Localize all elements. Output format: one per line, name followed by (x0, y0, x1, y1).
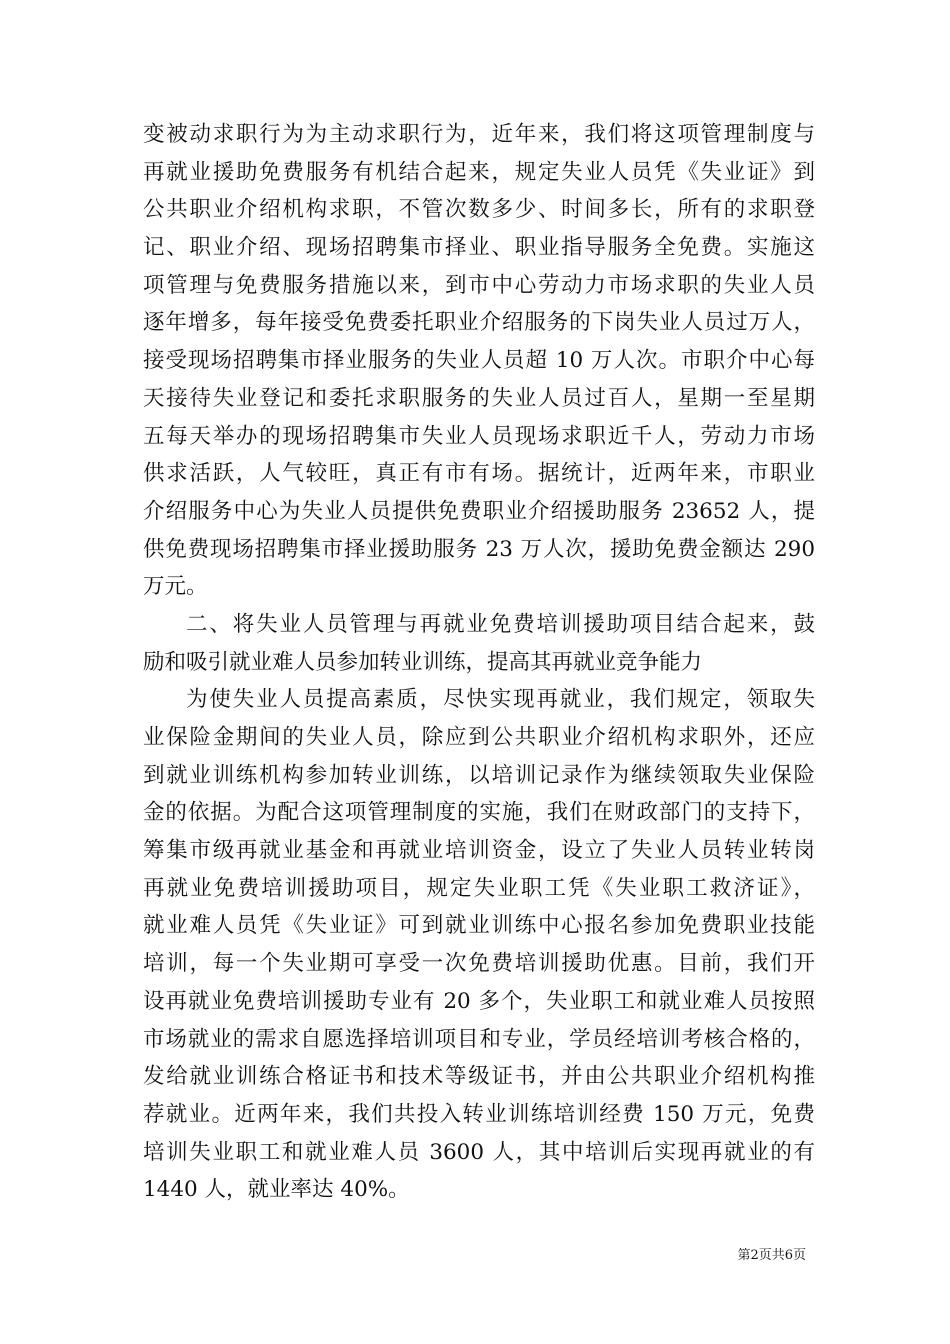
text-line: 金的依据。为配合这项管理制度的实施，我们在财政部门的支持下， (143, 800, 815, 826)
section-heading-line: 二、将失业人员管理与再就业免费培训援助项目结合起来，鼓 (186, 611, 815, 637)
text-line: 培训失业职工和就业难人员 3600 人，其中培训后实现再就业的有 (143, 1139, 815, 1165)
text-line: 再就业免费培训援助项目，规定失业职工凭《失业职工救济证》， (143, 875, 815, 901)
text-line: 发给就业训练合格证书和技术等级证书，并由公共职业介绍机构推 (143, 1064, 815, 1090)
text-line: 介绍服务中心为失业人员提供免费职业介绍援助服务 23652 人，提 (143, 498, 815, 524)
text-line: 荐就业。近两年来，我们共投入转业训练培训经费 150 万元，免费 (143, 1101, 815, 1127)
text-line: 五每天举办的现场招聘集市失业人员现场求职近千人，劳动力市场 (143, 423, 815, 449)
text-line: 逐年增多，每年接受免费委托职业介绍服务的下岗失业人员过万人， (143, 310, 815, 336)
text-line: 设再就业免费培训援助专业有 20 多个，失业职工和就业难人员按照 (143, 988, 815, 1014)
text-line: 项管理与免费服务措施以来，到市中心劳动力市场求职的失业人员 (143, 272, 815, 298)
text-line: 记、职业介绍、现场招聘集市择业、职业指导服务全免费。实施这 (143, 235, 815, 261)
text-line: 筹集市级再就业基金和再就业培训资金，设立了失业人员转业转岗 (143, 838, 815, 864)
text-line: 1440 人，就业率达 40%。 (143, 1177, 410, 1203)
text-line: 变被动求职行为为主动求职行为，近年来，我们将这项管理制度与 (143, 122, 815, 147)
text-line: 为使失业人员提高素质，尽快实现再就业，我们规定，领取失 (186, 687, 815, 713)
text-line: 供免费现场招聘集市择业援助服务 23 万人次，援助免费金额达 290 (143, 536, 815, 562)
page-number: 第2页共6页 (737, 1248, 806, 1263)
section-heading-line: 励和吸引就业难人员参加转业训练，提高其再就业竞争能力 (143, 649, 703, 675)
text-line: 到就业训练机构参加转业训练，以培训记录作为继续领取失业保险 (143, 762, 815, 788)
text-line: 培训，每一个失业期可享受一次免费培训援助优惠。目前，我们开 (143, 951, 815, 977)
text-line: 天接待失业登记和委托求职服务的失业人员过百人，星期一至星期 (143, 385, 815, 411)
text-line: 业保险金期间的失业人员，除应到公共职业介绍机构求职外，还应 (143, 725, 815, 750)
text-line: 就业难人员凭《失业证》可到就业训练中心报名参加免费职业技能 (143, 913, 815, 939)
text-line: 公共职业介绍机构求职，不管次数多少、时间多长，所有的求职登 (143, 197, 815, 223)
body-text (143, 116, 815, 1209)
text-line: 市场就业的需求自愿选择培训项目和专业，学员经培训考核合格的， (143, 1026, 815, 1052)
text-line: 接受现场招聘集市择业服务的失业人员超 10 万人次。市职介中心每 (143, 348, 815, 374)
text-line: 再就业援助免费服务有机结合起来，规定失业人员凭《失业证》到 (143, 159, 815, 185)
text-line: 供求活跃，人气较旺，真正有市有场。据统计，近两年来，市职业 (143, 461, 815, 487)
text-line: 万元。 (143, 574, 208, 600)
